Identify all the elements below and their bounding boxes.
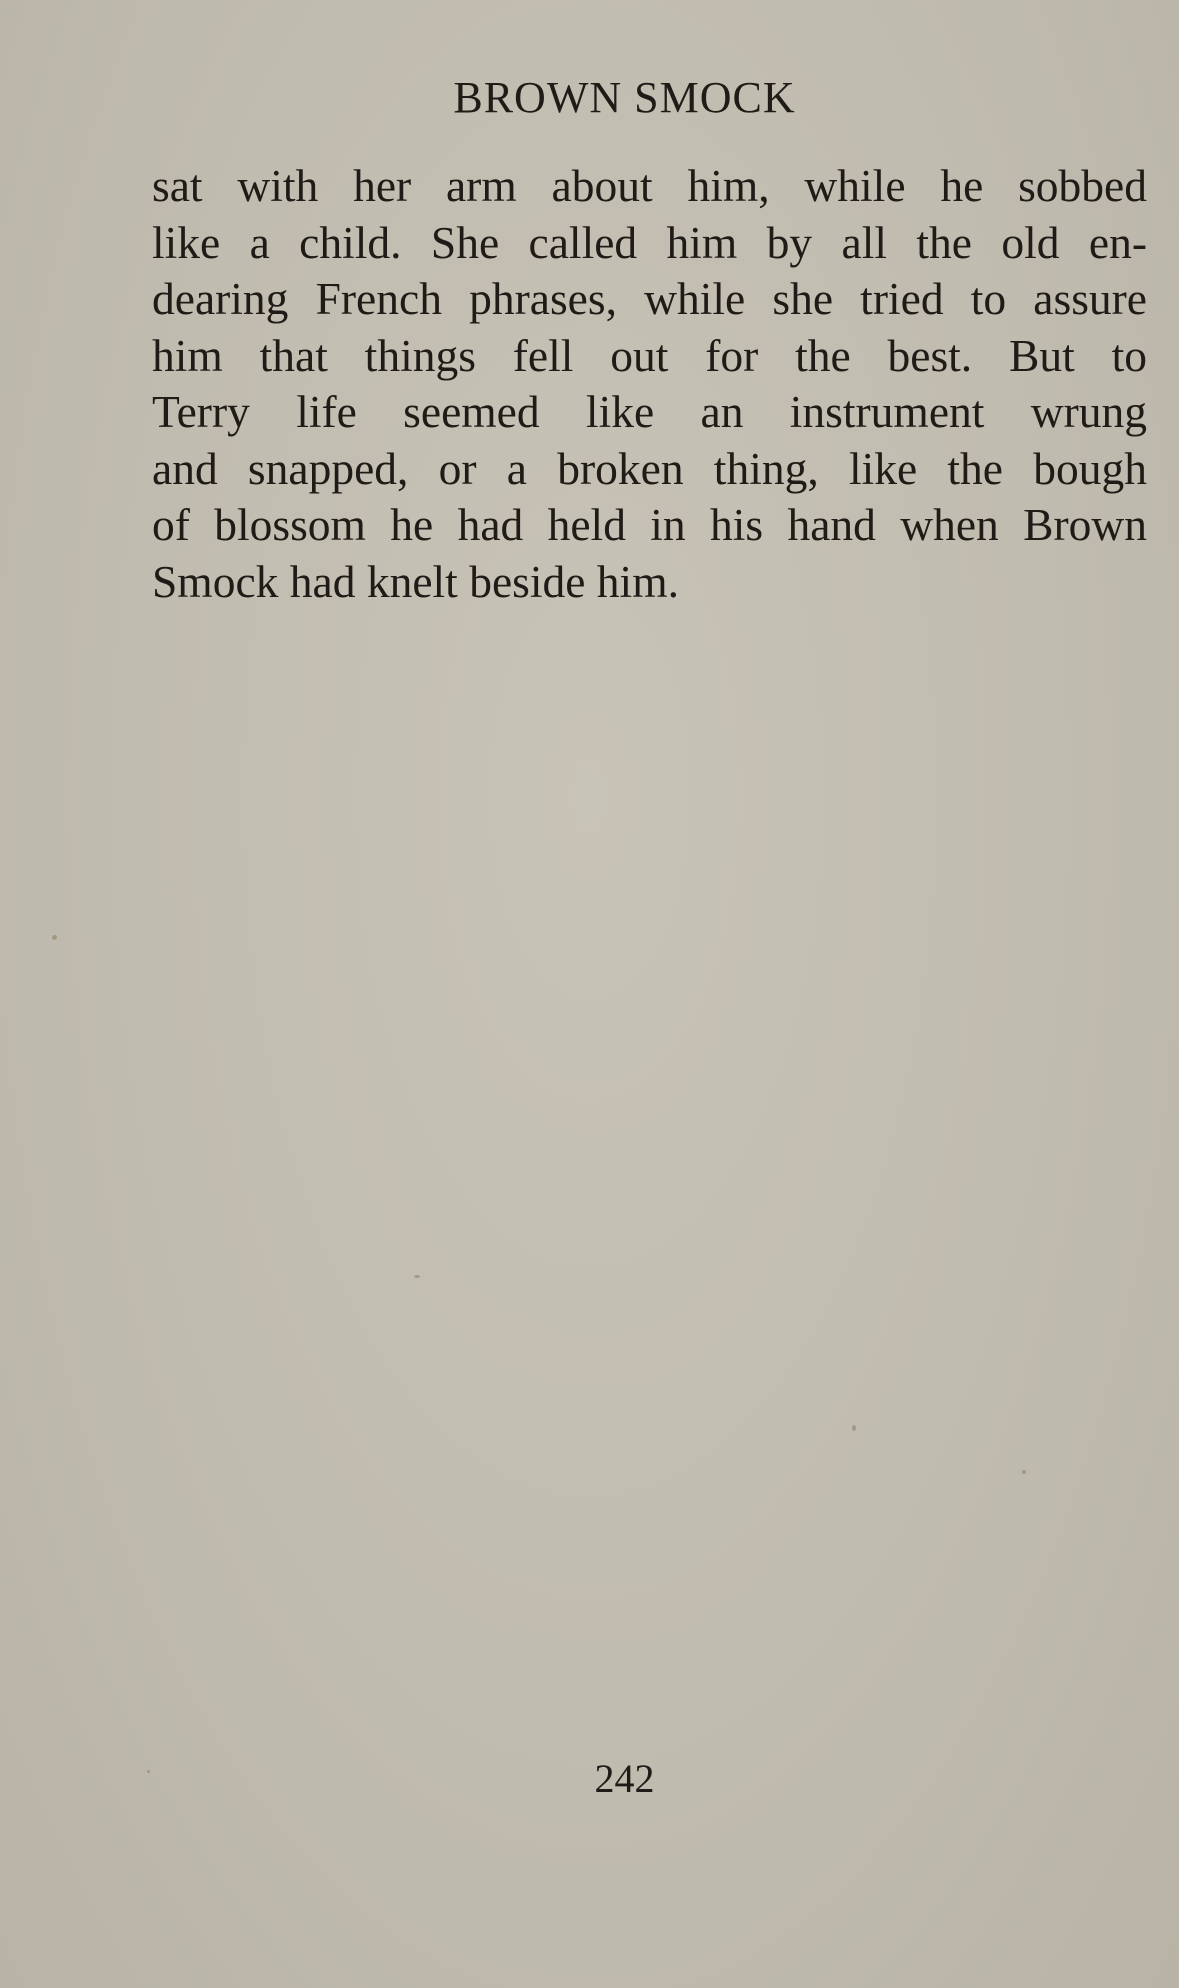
text-line: and snapped, or a broken thing, like the bough bbox=[152, 442, 1147, 494]
body-paragraph bbox=[152, 158, 1147, 610]
text-line: of blossom he had held in his hand when Brown bbox=[152, 499, 1147, 550]
paper-speck bbox=[147, 1770, 150, 1773]
paper-speck bbox=[52, 935, 57, 940]
paper-speck bbox=[852, 1425, 856, 1431]
paper-speck bbox=[414, 1275, 420, 1278]
text-line: sat with her arm about him, while he sobbed bbox=[152, 160, 1147, 211]
running-head: BROWN SMOCK bbox=[453, 73, 796, 122]
text-line: dearing French phrases, while she tried to assure bbox=[152, 273, 1147, 324]
text-line: him that things fell out for the best. But to bbox=[152, 329, 1147, 381]
paper-speck bbox=[1022, 1470, 1026, 1474]
text-line: like a child. She called him by all the old en- bbox=[152, 216, 1147, 268]
text-line: Terry life seemed like an instrument wrung bbox=[152, 386, 1147, 437]
text-line: Smock had knelt beside him. bbox=[152, 555, 679, 607]
page-number: 242 bbox=[594, 1756, 655, 1801]
